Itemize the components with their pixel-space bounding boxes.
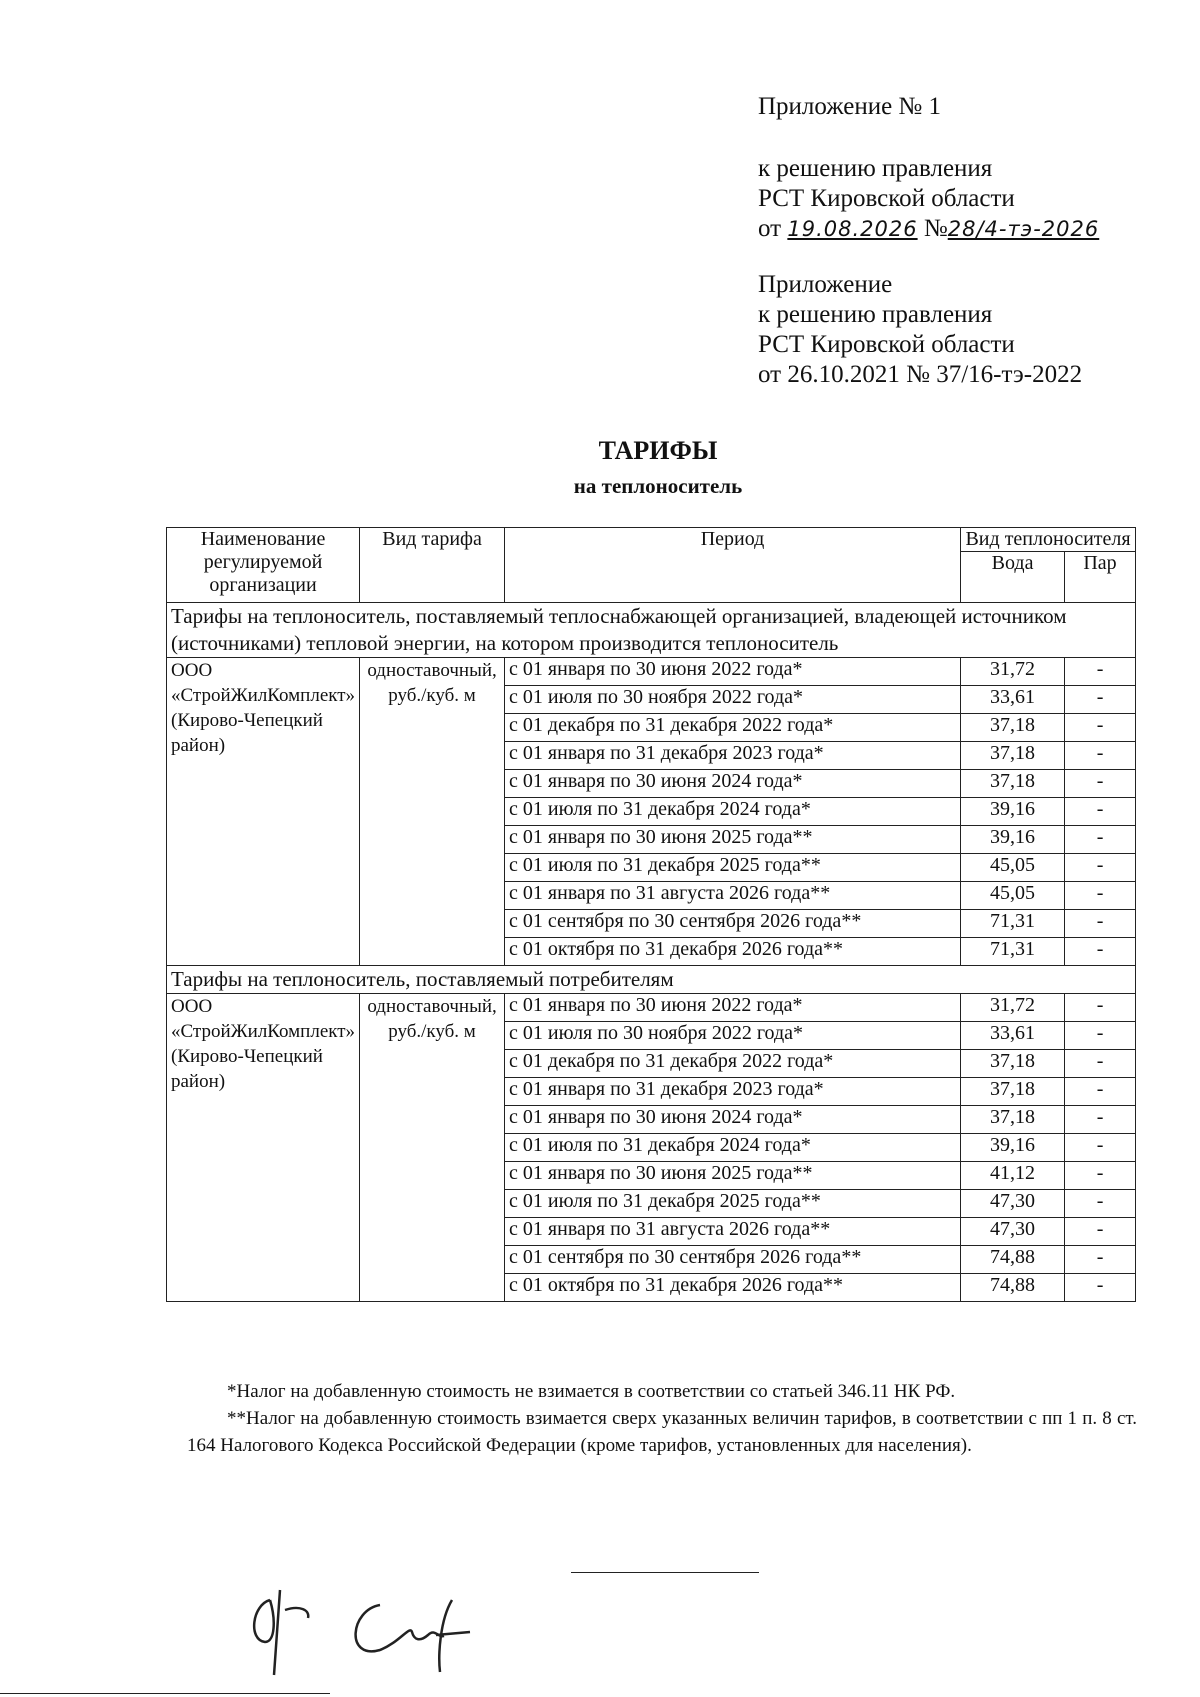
period-cell: с 01 января по 30 июня 2024 года*: [505, 1106, 961, 1134]
period-cell: с 01 июля по 31 декабря 2024 года*: [505, 1134, 961, 1162]
steam-value: -: [1065, 1246, 1136, 1274]
period-cell: с 01 января по 31 августа 2026 года**: [505, 882, 961, 910]
decision-date-line: [758, 214, 1178, 244]
water-value: 37,18: [961, 714, 1065, 742]
steam-value: -: [1065, 994, 1136, 1022]
steam-value: -: [1065, 1162, 1136, 1190]
tariffs-body: [167, 603, 1136, 1302]
period-cell: с 01 января по 30 июня 2022 года*: [505, 658, 961, 686]
period-cell: с 01 сентября по 30 сентября 2026 года**: [505, 910, 961, 938]
org-name: ООО «СтройЖилКомплект» (Кирово-Чепецкий район): [167, 994, 360, 1302]
period-cell: с 01 июля по 30 ноября 2022 года*: [505, 1022, 961, 1050]
water-value: 39,16: [961, 1134, 1065, 1162]
period-cell: с 01 июля по 31 декабря 2025 года**: [505, 1190, 961, 1218]
prev-decision-line-1: к решению правления: [758, 301, 993, 328]
water-value: 39,16: [961, 798, 1065, 826]
document-title: ТАРИФЫ: [598, 436, 718, 465]
steam-value: -: [1065, 1274, 1136, 1302]
steam-value: -: [1065, 1190, 1136, 1218]
steam-value: -: [1065, 854, 1136, 882]
period-cell: с 01 января по 30 июня 2022 года*: [505, 994, 961, 1022]
decision-number-prefix: №: [923, 215, 948, 242]
water-value: 31,72: [961, 658, 1065, 686]
water-value: 74,88: [961, 1274, 1065, 1302]
footnote-2: **Налог на добавленную стоимость взимается сверх указанных величин тарифов, в соответствии с пп 1 п. 8 ст. 164 Налогового Кодекса Российской Федерации (кроме тарифов, установленных для населения).: [187, 1408, 1137, 1456]
signature: [340, 1580, 480, 1680]
steam-value: -: [1065, 770, 1136, 798]
period-cell: с 01 октября по 31 декабря 2026 года**: [505, 1274, 961, 1302]
water-value: 47,30: [961, 1218, 1065, 1246]
water-value: 47,30: [961, 1190, 1065, 1218]
tariffs-table: [166, 527, 1136, 1302]
period-cell: с 01 сентября по 30 сентября 2026 года**: [505, 1246, 961, 1274]
header-carrier-type: Вид теплоносителя: [961, 528, 1136, 552]
footnotes: [187, 1378, 1137, 1459]
steam-value: -: [1065, 882, 1136, 910]
document-subtitle: на теплоноситель: [573, 474, 743, 498]
period-cell: с 01 января по 30 июня 2025 года**: [505, 1162, 961, 1190]
water-value: 37,18: [961, 1078, 1065, 1106]
prev-decision-line-3: от 26.10.2021 № 37/16-тэ-2022: [758, 361, 1083, 388]
appendix-title: Приложение № 1: [758, 93, 942, 120]
tariff-type: одноставочный, руб./куб. м: [360, 994, 505, 1302]
period-cell: с 01 января по 30 июня 2025 года**: [505, 826, 961, 854]
header-water: Вода: [961, 552, 1065, 603]
water-value: 31,72: [961, 994, 1065, 1022]
decision-line-2: РСТ Кировской области: [758, 185, 1015, 212]
section-title: Тарифы на теплоноситель, поставляемый потребителям: [167, 966, 1136, 994]
steam-value: -: [1065, 686, 1136, 714]
steam-value: -: [1065, 742, 1136, 770]
water-value: 45,05: [961, 882, 1065, 910]
period-cell: с 01 января по 31 декабря 2023 года*: [505, 1078, 961, 1106]
section-header-row: [167, 603, 1136, 658]
steam-value: -: [1065, 826, 1136, 854]
decision-prefix: от: [758, 215, 782, 242]
steam-value: -: [1065, 1022, 1136, 1050]
footnote-1: *Налог на добавленную стоимость не взимается в соответствии со статьей 346.11 НК РФ.: [227, 1381, 956, 1402]
period-cell: с 01 июля по 31 декабря 2024 года*: [505, 798, 961, 826]
tariff-type: одноставочный, руб./куб. м: [360, 658, 505, 966]
header-steam: Пар: [1065, 552, 1136, 603]
header-tariff-type: Вид тарифа: [360, 528, 505, 603]
water-value: 71,31: [961, 910, 1065, 938]
water-value: 71,31: [961, 938, 1065, 966]
period-cell: с 01 декабря по 31 декабря 2022 года*: [505, 714, 961, 742]
steam-value: -: [1065, 658, 1136, 686]
water-value: 37,18: [961, 742, 1065, 770]
steam-value: -: [1065, 938, 1136, 966]
bottom-rule: [0, 1693, 330, 1694]
period-cell: с 01 июля по 30 ноября 2022 года*: [505, 686, 961, 714]
water-value: 39,16: [961, 826, 1065, 854]
water-value: 37,18: [961, 1050, 1065, 1078]
steam-value: -: [1065, 910, 1136, 938]
signature-initials: [240, 1580, 320, 1680]
header-period: Период: [505, 528, 961, 603]
water-value: 33,61: [961, 686, 1065, 714]
org-name: ООО «СтройЖилКомплект» (Кирово-Чепецкий район): [167, 658, 360, 966]
table-row: [167, 658, 1136, 686]
water-value: 45,05: [961, 854, 1065, 882]
water-value: 37,18: [961, 770, 1065, 798]
period-cell: с 01 января по 31 декабря 2023 года*: [505, 742, 961, 770]
steam-value: -: [1065, 1134, 1136, 1162]
steam-value: -: [1065, 798, 1136, 826]
period-cell: с 01 декабря по 31 декабря 2022 года*: [505, 1050, 961, 1078]
period-cell: с 01 октября по 31 декабря 2026 года**: [505, 938, 961, 966]
prev-appendix-title: Приложение: [758, 271, 893, 298]
decision-number: 28/4-тэ-2026: [947, 217, 1100, 241]
steam-value: -: [1065, 1078, 1136, 1106]
header-org: Наименование регулируемой организации: [167, 528, 360, 603]
period-cell: с 01 июля по 31 декабря 2025 года**: [505, 854, 961, 882]
water-value: 74,88: [961, 1246, 1065, 1274]
decision-line-1: к решению правления: [758, 155, 993, 182]
section-header-row: [167, 966, 1136, 994]
separator-line: [571, 1572, 759, 1573]
water-value: 41,12: [961, 1162, 1065, 1190]
section-title: Тарифы на теплоноситель, поставляемый теплоснабжающей организацией, владеющей источником (источниками) тепловой энергии, на котором производится теплоноситель: [167, 603, 1136, 658]
steam-value: -: [1065, 1050, 1136, 1078]
water-value: 33,61: [961, 1022, 1065, 1050]
steam-value: -: [1065, 1106, 1136, 1134]
table-row: [167, 994, 1136, 1022]
decision-date: 19.08.2026: [787, 217, 918, 241]
prev-decision-line-2: РСТ Кировской области: [758, 331, 1015, 358]
steam-value: -: [1065, 714, 1136, 742]
period-cell: с 01 января по 30 июня 2024 года*: [505, 770, 961, 798]
appendix-header: [758, 92, 1178, 390]
period-cell: с 01 января по 31 августа 2026 года**: [505, 1218, 961, 1246]
steam-value: -: [1065, 1218, 1136, 1246]
water-value: 37,18: [961, 1106, 1065, 1134]
